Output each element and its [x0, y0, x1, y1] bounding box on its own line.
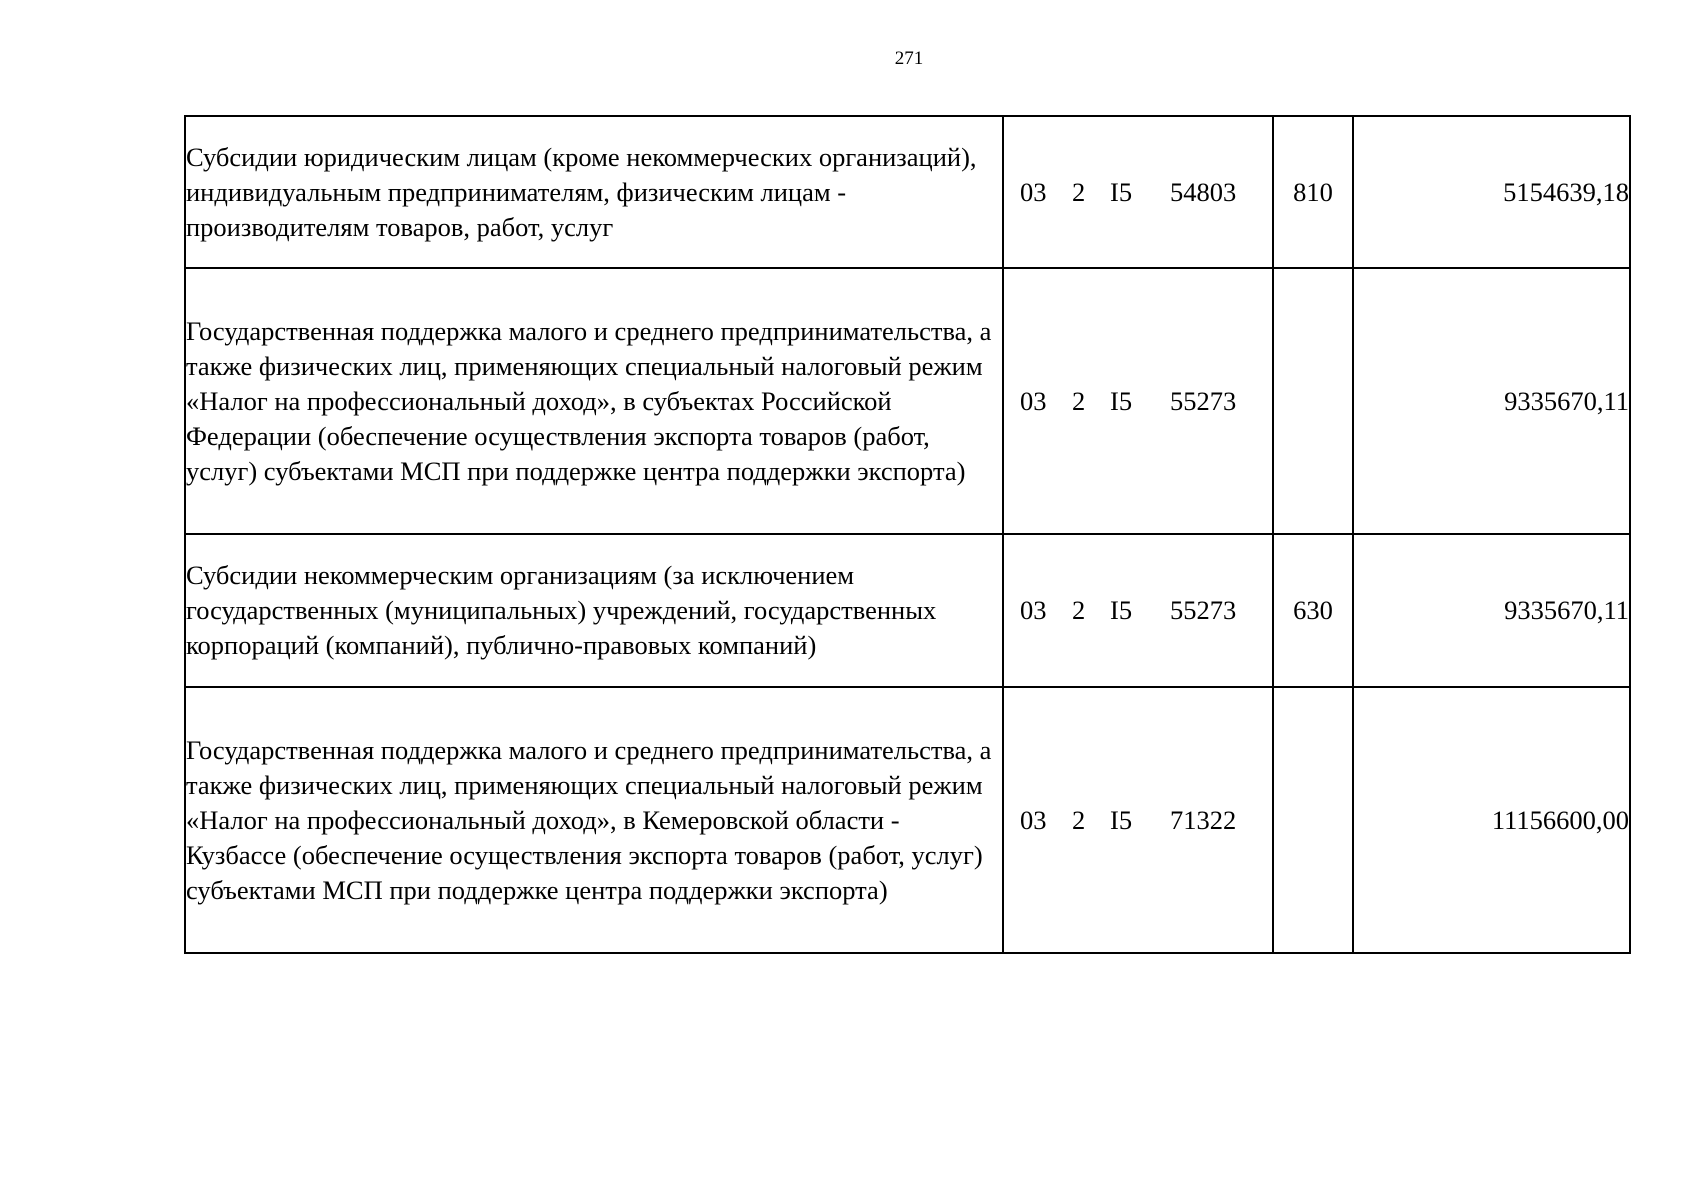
subprogram-code: 2	[1072, 595, 1086, 625]
row-amount: 11156600,00	[1353, 687, 1630, 953]
table-row	[185, 268, 1630, 534]
row-classification-code	[1003, 534, 1273, 687]
row-description: Государственная поддержка малого и среднего предпринимательства, а также физических лиц, применяющих специальный налоговый режим «Налог на профессиональный доход», в Кемеровской области - Кузбассе (обеспечение осуществления экспорта товаров (работ, услуг) субъектами МСП при поддержке центра поддержки экспорта)	[185, 687, 1003, 953]
project-code: I5	[1110, 176, 1133, 207]
direction-code: 54803	[1170, 176, 1237, 207]
subprogram-code: 2	[1072, 176, 1086, 207]
project-code: I5	[1110, 595, 1133, 625]
row-amount: 9335670,11	[1353, 268, 1630, 534]
row-classification-code	[1003, 268, 1273, 534]
row-amount: 5154639,18	[1353, 116, 1630, 268]
table-row	[185, 687, 1630, 953]
direction-code: 71322	[1170, 804, 1237, 835]
subprogram-code: 2	[1072, 385, 1086, 416]
row-amount: 9335670,11	[1353, 534, 1630, 687]
direction-code: 55273	[1170, 595, 1237, 625]
project-code: I5	[1110, 804, 1133, 835]
expense-type-code	[1273, 268, 1353, 534]
budget-table	[184, 115, 1631, 954]
program-code: 03	[1020, 385, 1047, 416]
row-description: Субсидии юридическим лицам (кроме некоммерческих организаций), индивидуальным предпринимателям, физическим лицам - производителям товаров, работ, услуг	[185, 116, 1003, 268]
row-description: Государственная поддержка малого и среднего предпринимательства, а также физических лиц, применяющих специальный налоговый режим «Налог на профессиональный доход», в субъектах Российской Федерации (обеспечение осуществления экспорта товаров (работ, услуг) субъектами МСП при поддержке центра поддержки экспорта)	[185, 268, 1003, 534]
expense-type-code: 810	[1273, 116, 1353, 268]
row-classification-code	[1003, 116, 1273, 268]
program-code: 03	[1020, 595, 1047, 625]
program-code: 03	[1020, 176, 1047, 207]
expense-type-code	[1273, 687, 1353, 953]
table-row	[185, 534, 1630, 687]
program-code: 03	[1020, 804, 1047, 835]
expense-type-code: 630	[1273, 534, 1353, 687]
project-code: I5	[1110, 385, 1133, 416]
row-classification-code	[1003, 687, 1273, 953]
page-number: 271	[894, 48, 924, 69]
row-description: Субсидии некоммерческим организациям (за исключением государственных (муниципальных) учреждений, государственных корпораций (компаний), публично-правовых компаний)	[185, 534, 1003, 687]
direction-code: 55273	[1170, 385, 1237, 416]
subprogram-code: 2	[1072, 804, 1086, 835]
table-row	[185, 116, 1630, 268]
